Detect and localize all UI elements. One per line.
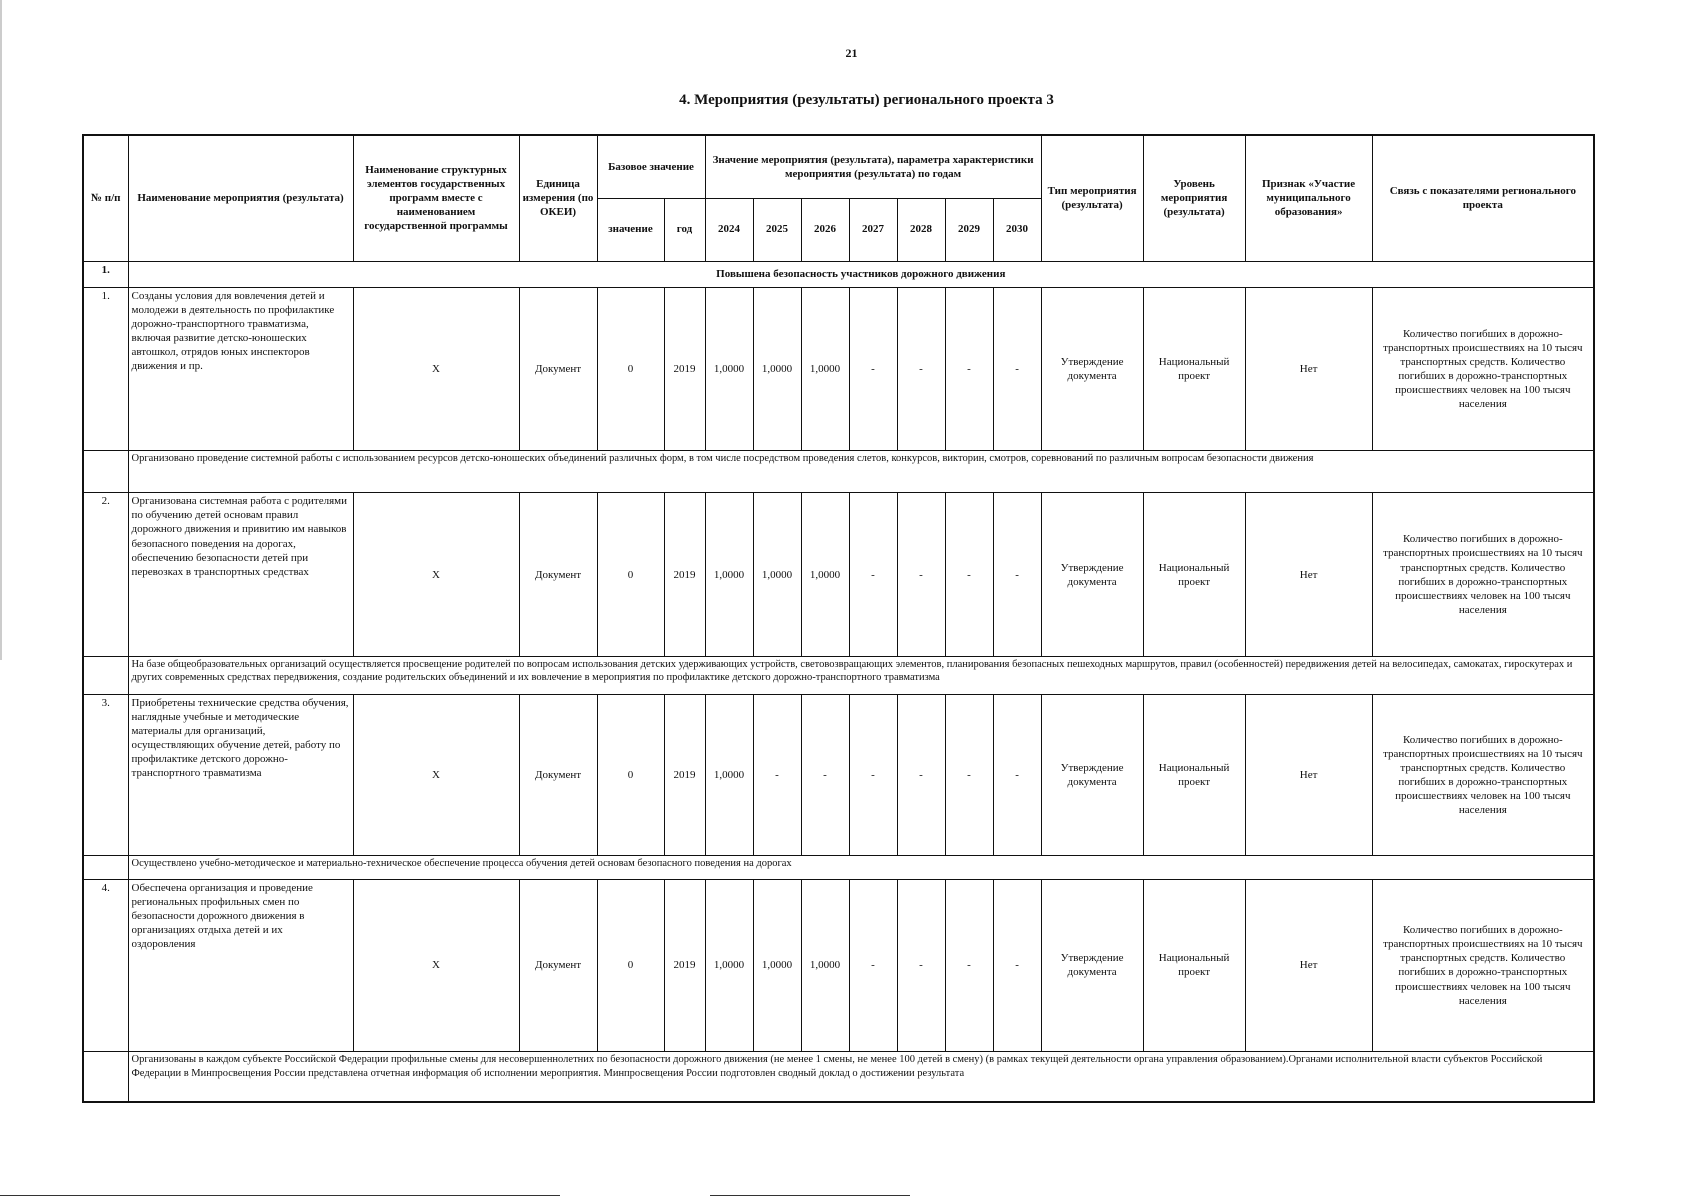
row-num: 3.: [83, 695, 128, 856]
scan-bottom-line: [710, 1195, 910, 1196]
header-year-2030: 2030: [993, 198, 1041, 261]
table-row: [83, 493, 1594, 657]
header-base-year: год: [664, 198, 705, 261]
row-base-value: 0: [597, 287, 664, 451]
header-num: № п/п: [83, 135, 128, 261]
section-title: Повышена безопасность участников дорожного движения: [128, 261, 1594, 287]
description-spacer: [83, 451, 128, 493]
header-program: Наименование структурных элементов государственных программ вместе с наименованием государственной программы: [353, 135, 519, 261]
row-value-2030: -: [993, 695, 1041, 856]
row-value-2027: -: [849, 493, 897, 657]
header-base-value: значение: [597, 198, 664, 261]
row-value-2027: -: [849, 287, 897, 451]
row-value-2027: -: [849, 879, 897, 1052]
header-row-1: [83, 135, 1594, 198]
header-year-2028: 2028: [897, 198, 945, 261]
description-row: [83, 656, 1594, 694]
description-row: [83, 1052, 1594, 1102]
row-type: Утверждение документа: [1041, 695, 1143, 856]
row-name: Организована системная работа с родителями по обучению детей основам правил дорожного движения и привитию им навыков безопасного поведения на дорогах, обеспечению безопасности детей при перевозках в транспортных средствах: [128, 493, 353, 657]
row-municipal: Нет: [1245, 493, 1372, 657]
row-value-2029: -: [945, 493, 993, 657]
row-municipal: Нет: [1245, 695, 1372, 856]
row-description: Организовано проведение системной работы с использованием ресурсов детско-юношеских объединений различных форм, в том числе посредством проведения слетов, конкурсов, викторин, смотров, соревнований по различным вопросам безопасности движения: [128, 451, 1594, 493]
header-values-group: Значение мероприятия (результата), параметра характеристики мероприятия (результата) по годам: [705, 135, 1041, 198]
table-row: [83, 879, 1594, 1052]
scan-bottom-line: [0, 1195, 560, 1196]
row-link: Количество погибших в дорожно-транспортных происшествиях на 10 тысяч транспортных средств. Количество погибших в дорожно-транспортных происшествиях человек на 100 тысяч населения: [1372, 287, 1594, 451]
row-base-value: 0: [597, 493, 664, 657]
table-row: [83, 287, 1594, 451]
description-spacer: [83, 656, 128, 694]
row-program: X: [353, 695, 519, 856]
page-title: 4. Мероприятия (результаты) регионального проекта 3: [679, 92, 1054, 108]
row-name: Приобретены технические средства обучения, наглядные учебные и методические материалы для организаций, осуществляющих обучение детей, работу по профилактике детского дорожно-транспортного травматизма: [128, 695, 353, 856]
row-name: Обеспечена организация и проведение региональных профильных смен по безопасности дорожного движения в организациях отдыха детей и их оздоровления: [128, 879, 353, 1052]
row-value-2030: -: [993, 879, 1041, 1052]
row-value-2025: 1,0000: [753, 287, 801, 451]
row-description: Осуществлено учебно-методическое и материально-техническое обеспечение процесса обучения детей основам безопасного поведения на дорогах: [128, 855, 1594, 879]
row-level: Национальный проект: [1143, 879, 1245, 1052]
row-municipal: Нет: [1245, 287, 1372, 451]
header-year-2024: 2024: [705, 198, 753, 261]
header-year-2027: 2027: [849, 198, 897, 261]
row-type: Утверждение документа: [1041, 879, 1143, 1052]
header-year-2026: 2026: [801, 198, 849, 261]
page-number: 21: [845, 46, 858, 60]
description-spacer: [83, 855, 128, 879]
row-value-2026: 1,0000: [801, 879, 849, 1052]
row-value-2030: -: [993, 287, 1041, 451]
row-unit: Документ: [519, 287, 597, 451]
row-type: Утверждение документа: [1041, 493, 1143, 657]
row-base-value: 0: [597, 879, 664, 1052]
row-value-2026: 1,0000: [801, 493, 849, 657]
header-municipal: Признак «Участие муниципального образования»: [1245, 135, 1372, 261]
row-value-2029: -: [945, 287, 993, 451]
section-row: [83, 261, 1594, 287]
row-name: Созданы условия для вовлечения детей и молодежи в деятельность по профилактике дорожно-транспортного травматизма, включая развитие детско-юношеских автошкол, отрядов юных инспекторов движения и пр.: [128, 287, 353, 451]
row-num: 4.: [83, 879, 128, 1052]
row-value-2026: -: [801, 695, 849, 856]
row-level: Национальный проект: [1143, 695, 1245, 856]
row-value-2024: 1,0000: [705, 695, 753, 856]
header-type: Тип мероприятия (результата): [1041, 135, 1143, 261]
row-value-2024: 1,0000: [705, 287, 753, 451]
row-link: Количество погибших в дорожно-транспортных происшествиях на 10 тысяч транспортных средств. Количество погибших в дорожно-транспортных происшествиях человек на 100 тысяч населения: [1372, 695, 1594, 856]
row-value-2030: -: [993, 493, 1041, 657]
row-link: Количество погибших в дорожно-транспортных происшествиях на 10 тысяч транспортных средств. Количество погибших в дорожно-транспортных происшествиях человек на 100 тысяч населения: [1372, 493, 1594, 657]
row-value-2024: 1,0000: [705, 493, 753, 657]
row-description: На базе общеобразовательных организаций осуществляется просвещение родителей по вопросам использования детских удерживающих устройств, световозвращающих элементов, планирования безопасных пешеходных маршрутов, правил (особенностей) передвижения детей на велосипедах, самокатах, гироскутерах и других современных средствах передвижения, создание родительских объединений и их вовлечение в мероприятия по профилактике детского дорожно-транспортного травматизма: [128, 656, 1594, 694]
row-level: Национальный проект: [1143, 287, 1245, 451]
row-value-2027: -: [849, 695, 897, 856]
row-base-year: 2019: [664, 287, 705, 451]
row-value-2028: -: [897, 493, 945, 657]
header-base: Базовое значение: [597, 135, 705, 198]
row-value-2025: 1,0000: [753, 879, 801, 1052]
row-program: X: [353, 493, 519, 657]
row-type: Утверждение документа: [1041, 287, 1143, 451]
description-row: [83, 451, 1594, 493]
header-name: Наименование мероприятия (результата): [128, 135, 353, 261]
description-row: [83, 855, 1594, 879]
row-municipal: Нет: [1245, 879, 1372, 1052]
row-description: Организованы в каждом субъекте Российской Федерации профильные смены для несовершеннолетних по безопасности дорожного движения (не менее 1 смены, не менее 100 детей в смену) (в рамках текущей деятельности органа управления образованием).Органами исполнительной власти субъектов Российской Федерации в Минпросвещения России представлена отчетная информация об исполнении мероприятия. Минпросвещения России подготовлен сводный доклад о достижении результата: [128, 1052, 1594, 1102]
row-value-2029: -: [945, 879, 993, 1052]
row-value-2025: -: [753, 695, 801, 856]
header-unit: Единица измерения (по ОКЕИ): [519, 135, 597, 261]
row-num: 1.: [83, 287, 128, 451]
row-num: 2.: [83, 493, 128, 657]
header-level: Уровень мероприятия (результата): [1143, 135, 1245, 261]
row-value-2025: 1,0000: [753, 493, 801, 657]
row-unit: Документ: [519, 493, 597, 657]
row-value-2029: -: [945, 695, 993, 856]
row-program: X: [353, 287, 519, 451]
row-value-2028: -: [897, 287, 945, 451]
row-program: X: [353, 879, 519, 1052]
row-link: Количество погибших в дорожно-транспортных происшествиях на 10 тысяч транспортных средств. Количество погибших в дорожно-транспортных происшествиях человек на 100 тысяч населения: [1372, 879, 1594, 1052]
row-base-year: 2019: [664, 695, 705, 856]
description-spacer: [83, 1052, 128, 1102]
row-unit: Документ: [519, 695, 597, 856]
row-value-2026: 1,0000: [801, 287, 849, 451]
row-base-year: 2019: [664, 879, 705, 1052]
row-value-2028: -: [897, 695, 945, 856]
row-value-2024: 1,0000: [705, 879, 753, 1052]
row-base-value: 0: [597, 695, 664, 856]
header-year-2029: 2029: [945, 198, 993, 261]
section-num: 1.: [83, 261, 128, 287]
row-base-year: 2019: [664, 493, 705, 657]
table-row: [83, 695, 1594, 856]
header-year-2025: 2025: [753, 198, 801, 261]
row-unit: Документ: [519, 879, 597, 1052]
row-value-2028: -: [897, 879, 945, 1052]
header-link: Связь с показателями регионального проекта: [1372, 135, 1594, 261]
row-level: Национальный проект: [1143, 493, 1245, 657]
results-table: [82, 134, 1595, 1103]
